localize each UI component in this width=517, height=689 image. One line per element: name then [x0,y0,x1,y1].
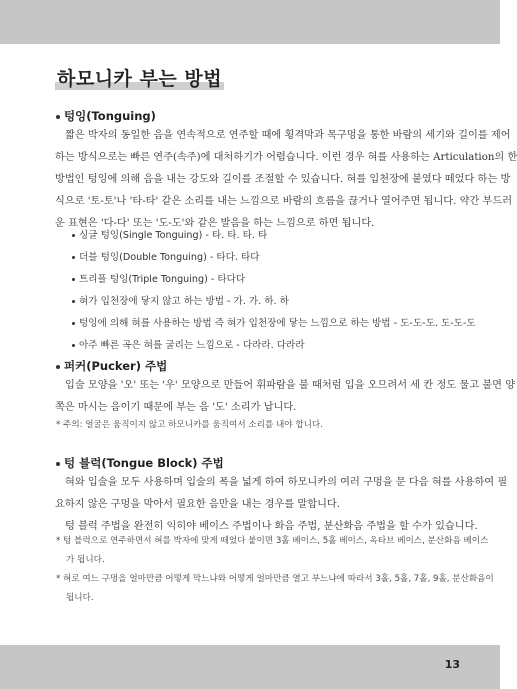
list-item: 더블 텅잉(Double Tonguing) - 타다. 타다 [72,247,452,269]
list-item: 텅잉에 의해 혀를 사용하는 방법 즉 혀가 입천장에 닿는 느낌으로 하는 방법 - 도-도-도. 도-도-도 [72,313,452,335]
bullet-dot-icon [72,344,75,347]
bullet-dot-icon [56,462,60,466]
tonguing-paragraph: 짧은 박자의 동일한 음을 연속적으로 연주할 때에 횡격막과 목구멍을 통한 바람의 세기와 길이를 제어 하는 방식으로는 빠른 연주(속주)에 대처하기가 어렵습니다. 이런 경우 혀를 사용하는 Articulation의 한 방법인 텅잉에 의해 음을 내는 강도와 길이를 조절할 수 있습니다. 혀를 입천장에 붙였다 떼었다 하는 방 식으로 '토-토'나 '타-타' 같은 소리를 내는 느낌으로 바람의 흐름을 끊거나 열어주면 됩니다. 약간 부드러 운 표현은 '다-다' 또는 '도-도'와 같은 발음을 하는 느낌으로 하면 됩니다. [55,130,517,229]
title-block [55,64,224,91]
bullet-dot-icon [56,115,60,119]
section-heading-pucker: 퍼커(Pucker) 주법 [56,358,167,374]
footer-band [0,645,500,689]
section-heading-tonguing: 텅잉(Tonguing) [56,108,156,124]
list-item: 트리플 텅잉(Triple Tonguing) - 타다다 [72,269,452,291]
tongue-block-notes: * 텅 블럭으로 연주하면서 혀를 박자에 맞게 떼었다 붙이면 3홀 베이스, 5홀 베이스, 옥타브 베이스, 분산화음 베이스 가 됩니다. * 혀로 여느 구멍을 얼마만큼 어떻게 막느냐와 어떻게 얼마만큼 열고 부느냐에 따라서 3홀, 5홀, 7홀, 9홀, 분산화음이 됩니다. [56,536,494,603]
bullet-dot-icon [72,322,75,325]
header-band [0,0,500,44]
bullet-dot-icon [72,300,75,303]
bullet-dot-icon [72,234,75,237]
bullet-dot-icon [72,256,75,259]
list-item: 혀가 입천장에 닿지 않고 하는 방법 - 가. 가. 하. 하 [72,291,452,313]
page-number: 13 [444,658,460,671]
section-heading-tongue-block: 텅 블럭(Tongue Block) 주법 [56,455,224,471]
tongue-block-paragraph: 혀와 입술을 모두 사용하며 입술의 폭을 넓게 하여 하모니카의 여러 구멍을 문 다음 혀를 사용하여 필 요하지 않은 구멍을 막아서 필요한 음만을 내는 경우를 말합니다. 텅 블럭 주법을 완전히 익히야 베이스 주법이나 화음 주법, 분산화음 주법을 할 수가 있습니다. [55,477,508,532]
list-item: 아주 빠른 곡은 혀를 굴리는 느낌으로 - 다라라. 다라라 [72,335,452,357]
page-title: 하모니카 부는 방법 [57,68,223,90]
pucker-paragraph: 입술 모양을 '오' 또는 '우' 모양으로 만들어 휘파람을 불 때처럼 입을 오므려서 세 칸 정도 물고 불면 양 쪽은 마시는 음이기 때문에 부는 음 '도' 소리가 납니다. [55,380,516,413]
pucker-note: * 주의: 얼굴은 움직이지 않고 하모니카를 움직여서 소리를 내야 합니다. [56,420,323,430]
bullet-dot-icon [56,365,60,369]
list-item: 싱글 텅잉(Single Tonguing) - 타. 타. 타. 타 [72,225,452,247]
tonguing-bullet-list [72,225,476,357]
bullet-dot-icon [72,278,75,281]
